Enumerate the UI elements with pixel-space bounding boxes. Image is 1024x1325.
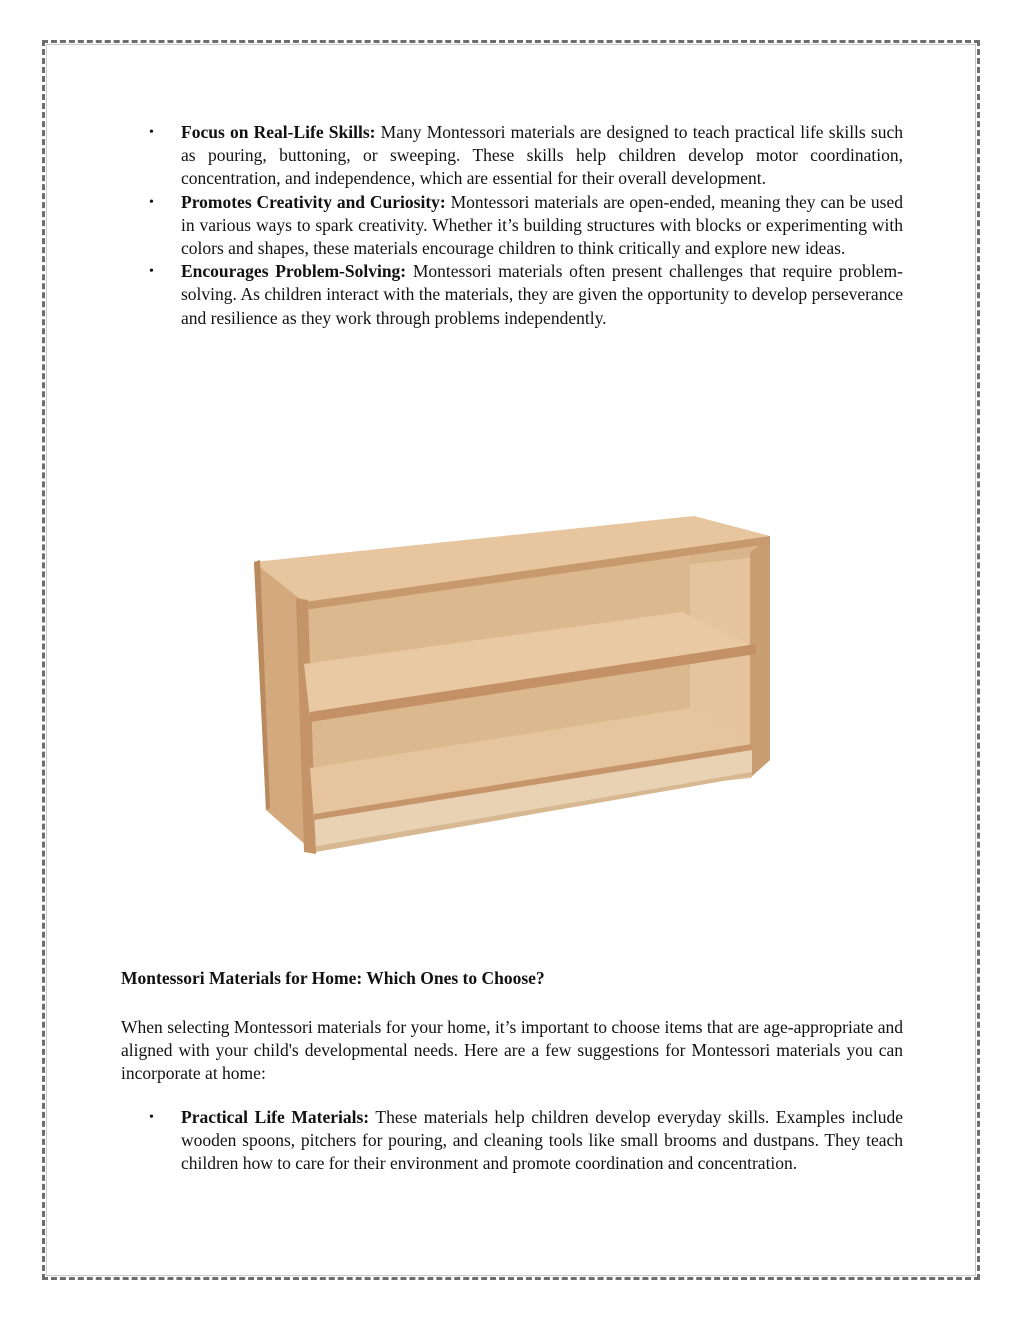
bullet-icon: • — [149, 264, 154, 280]
bullet-section-bottom — [121, 1106, 903, 1176]
section-heading: Montessori Materials for Home: Which Ones to Choose? — [121, 968, 545, 988]
bullet-lead: Encourages Problem-Solving: — [181, 261, 407, 282]
bullet-list-top — [121, 121, 903, 330]
list-item — [121, 191, 903, 261]
bullet-text: Many Montessori materials are designed to teach practical life skills such as pouring, buttoning, or sweeping. These skills help children develop motor coordination, concentration, and independence, which are essential for their overall development. — [181, 122, 903, 189]
bullet-icon: • — [149, 1110, 154, 1125]
bullet-section-top — [121, 121, 903, 330]
bullet-text: Montessori materials often present challenges that require problem-solving. As children interact with the materials, they are given the opportunity to develop perseverance and resilience as they work through problems independently. — [181, 261, 903, 328]
list-item — [121, 121, 903, 191]
bullet-lead: Practical Life Materials: — [181, 1107, 370, 1127]
intro-paragraph: When selecting Montessori materials for your home, it’s important to choose items that are age-appropriate and aligned with your child's developmental needs. Here are a few suggestions for Montessori materials you can incorporate at home: — [121, 1017, 903, 1084]
shelf-illustration — [246, 514, 776, 854]
bullet-lead: Focus on Real-Life Skills: — [181, 122, 376, 142]
bullet-text: These materials help children develop everyday skills. Examples include wooden spoons, pitchers for pouring, and cleaning tools like small brooms and dustpans. They teach children how to care for their environment and promote coordination and concentration. — [181, 1107, 903, 1174]
bullet-list-bottom — [121, 1106, 903, 1176]
bullet-text: Montessori materials are open-ended, meaning they can be used in various ways to spark creativity. Whether it’s building structures with blocks or experimenting with colors and shapes, these materials encourage children to think critically and explore new ideas. — [181, 191, 903, 259]
bullet-icon: • — [149, 194, 154, 210]
bullet-icon: • — [149, 125, 154, 140]
list-item — [121, 260, 903, 330]
bullet-lead: Promotes Creativity and Curiosity: — [181, 191, 446, 212]
list-item — [121, 1106, 903, 1176]
wooden-shelf-image — [246, 514, 776, 854]
